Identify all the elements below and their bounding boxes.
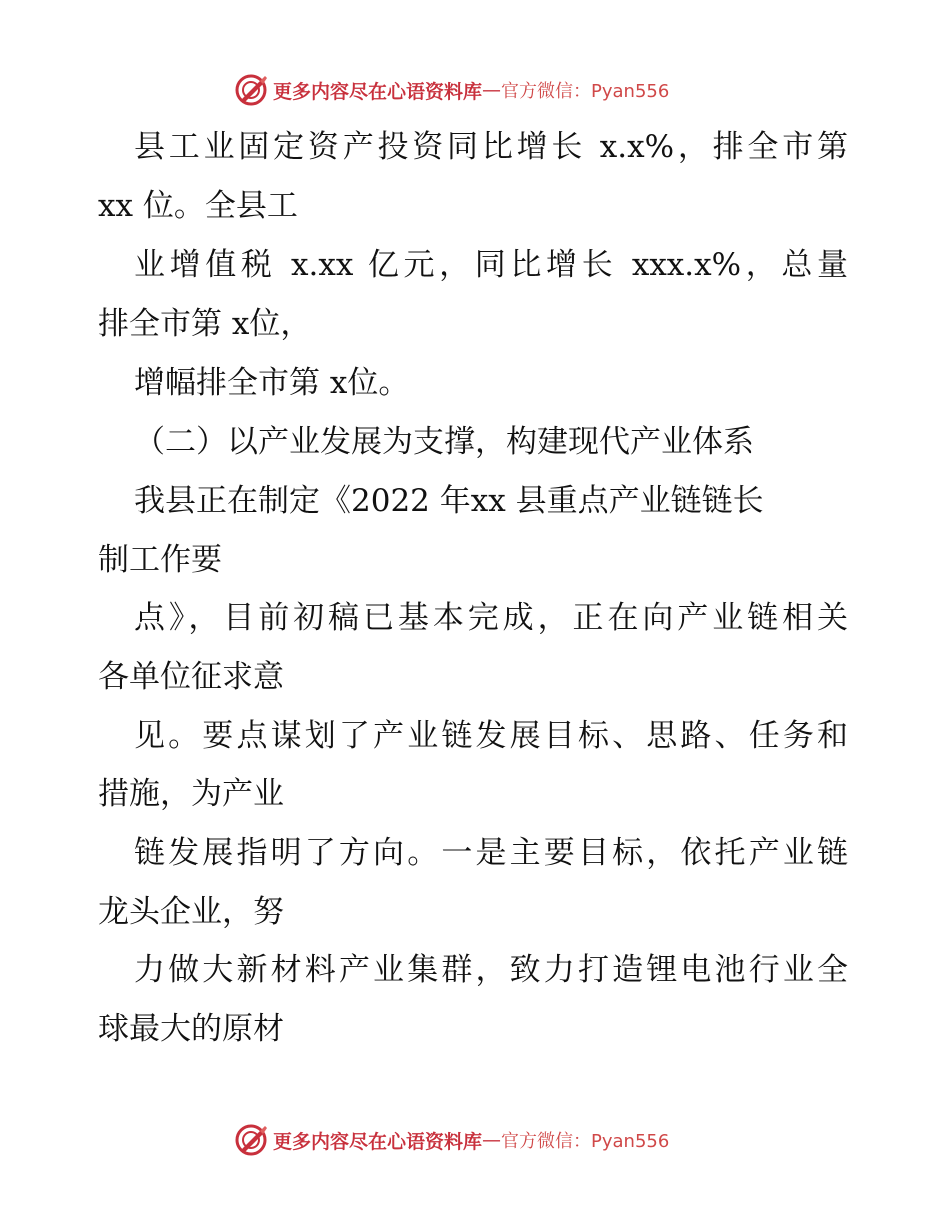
banner-lead-text: 更多内容尽在心语资料库 bbox=[273, 1130, 483, 1153]
header-banner bbox=[233, 70, 713, 110]
text-line: xx 位。全县工 bbox=[98, 188, 298, 224]
section-heading: （二）以产业发展为支撑，构建现代产业体系 bbox=[134, 424, 754, 460]
text-line: 县工业固定资产投资同比增长 x.x%，排全市第 bbox=[134, 129, 848, 165]
banner-wechat-text: 官方微信：Pyan556 bbox=[501, 81, 670, 102]
text-line: 球最大的原材 bbox=[98, 1011, 284, 1047]
banner-dash: — bbox=[482, 1129, 502, 1151]
text-line: 增幅排全市第 x位。 bbox=[134, 365, 410, 401]
banner-lead-text: 更多内容尽在心语资料库 bbox=[273, 80, 483, 103]
text-line: 各单位征求意 bbox=[98, 659, 284, 695]
text-line: 链发展指明了方向。一是主要目标，依托产业链 bbox=[134, 835, 848, 871]
text-line: 制工作要 bbox=[98, 542, 222, 578]
pen-logo-icon bbox=[233, 1122, 269, 1158]
text-line: 排全市第 x位， bbox=[98, 306, 312, 342]
text-line: 力做大新材料产业集群，致力打造锂电池行业全 bbox=[134, 952, 848, 988]
text-line: 龙头企业，努 bbox=[98, 894, 284, 930]
footer-banner bbox=[233, 1120, 713, 1160]
pen-logo-icon bbox=[233, 72, 269, 108]
text-line: 我县正在制定《2022 年xx 县重点产业链链长 bbox=[134, 483, 764, 519]
text-line: 措施，为产业 bbox=[98, 776, 284, 812]
text-line: 点》，目前初稿已基本完成，正在向产业链相关 bbox=[134, 600, 848, 636]
banner-dash: — bbox=[482, 79, 502, 101]
text-line: 业增值税 x.xx 亿元，同比增长 xxx.x%，总量 bbox=[134, 247, 848, 283]
banner-wechat-text: 官方微信：Pyan556 bbox=[501, 1131, 670, 1152]
text-line: 见。要点谋划了产业链发展目标、思路、任务和 bbox=[134, 718, 848, 754]
